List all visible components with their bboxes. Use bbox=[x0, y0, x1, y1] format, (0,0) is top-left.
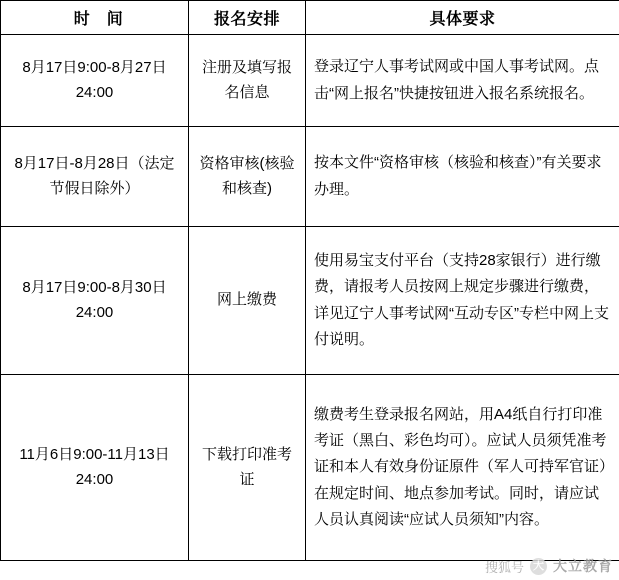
table-header-row bbox=[1, 1, 619, 35]
cell-time: 8月17日-8月28日（法定节假日除外） bbox=[1, 127, 189, 227]
table-header bbox=[1, 1, 619, 35]
cell-stage: 网上缴费 bbox=[189, 227, 306, 375]
cell-stage: 下载打印准考证 bbox=[189, 375, 306, 561]
watermark-brand-label: 大立教育 bbox=[553, 558, 613, 574]
watermark-source-label: 搜狐号 bbox=[484, 559, 524, 575]
table-row bbox=[1, 127, 619, 227]
cell-detail: 使用易宝支付平台（支持28家银行）进行缴费，请报考人员按网上规定步骤进行缴费，详见辽宁人事考试网“互动专区”专栏中网上支付说明。 bbox=[306, 227, 619, 375]
cell-stage: 资格审核(核验和核查) bbox=[189, 127, 306, 227]
cell-detail: 按本文件“资格审核（核验和核查）”有关要求办理。 bbox=[306, 127, 619, 227]
table-row bbox=[1, 375, 619, 561]
cell-stage: 注册及填写报名信息 bbox=[189, 35, 306, 127]
cell-time: 8月17日9:00-8月30日24:00 bbox=[1, 227, 189, 375]
cell-detail: 缴费考生登录报名网站，用A4纸自行打印准考证（黑白、彩色均可）。应试人员须凭准考证和本人有效身份证原件（军人可持军官证）在规定时间、地点参加考试。同时，请应试人员认真阅读“应试人员须知”内容。 bbox=[306, 375, 619, 561]
column-header-stage: 报名安排 bbox=[189, 1, 306, 35]
watermark-logo-icon: 大 bbox=[530, 558, 547, 575]
cell-time: 11月6日9:00-11月13日24:00 bbox=[1, 375, 189, 561]
table-row bbox=[1, 35, 619, 127]
column-header-detail: 具体要求 bbox=[306, 1, 619, 35]
cell-detail: 登录辽宁人事考试网或中国人事考试网。点击“网上报名”快捷按钮进入报名系统报名。 bbox=[306, 35, 619, 127]
table-row bbox=[1, 227, 619, 375]
cell-time: 8月17日9:00-8月27日24:00 bbox=[1, 35, 189, 127]
table-body bbox=[1, 35, 619, 561]
column-header-time: 时 间 bbox=[1, 1, 189, 35]
